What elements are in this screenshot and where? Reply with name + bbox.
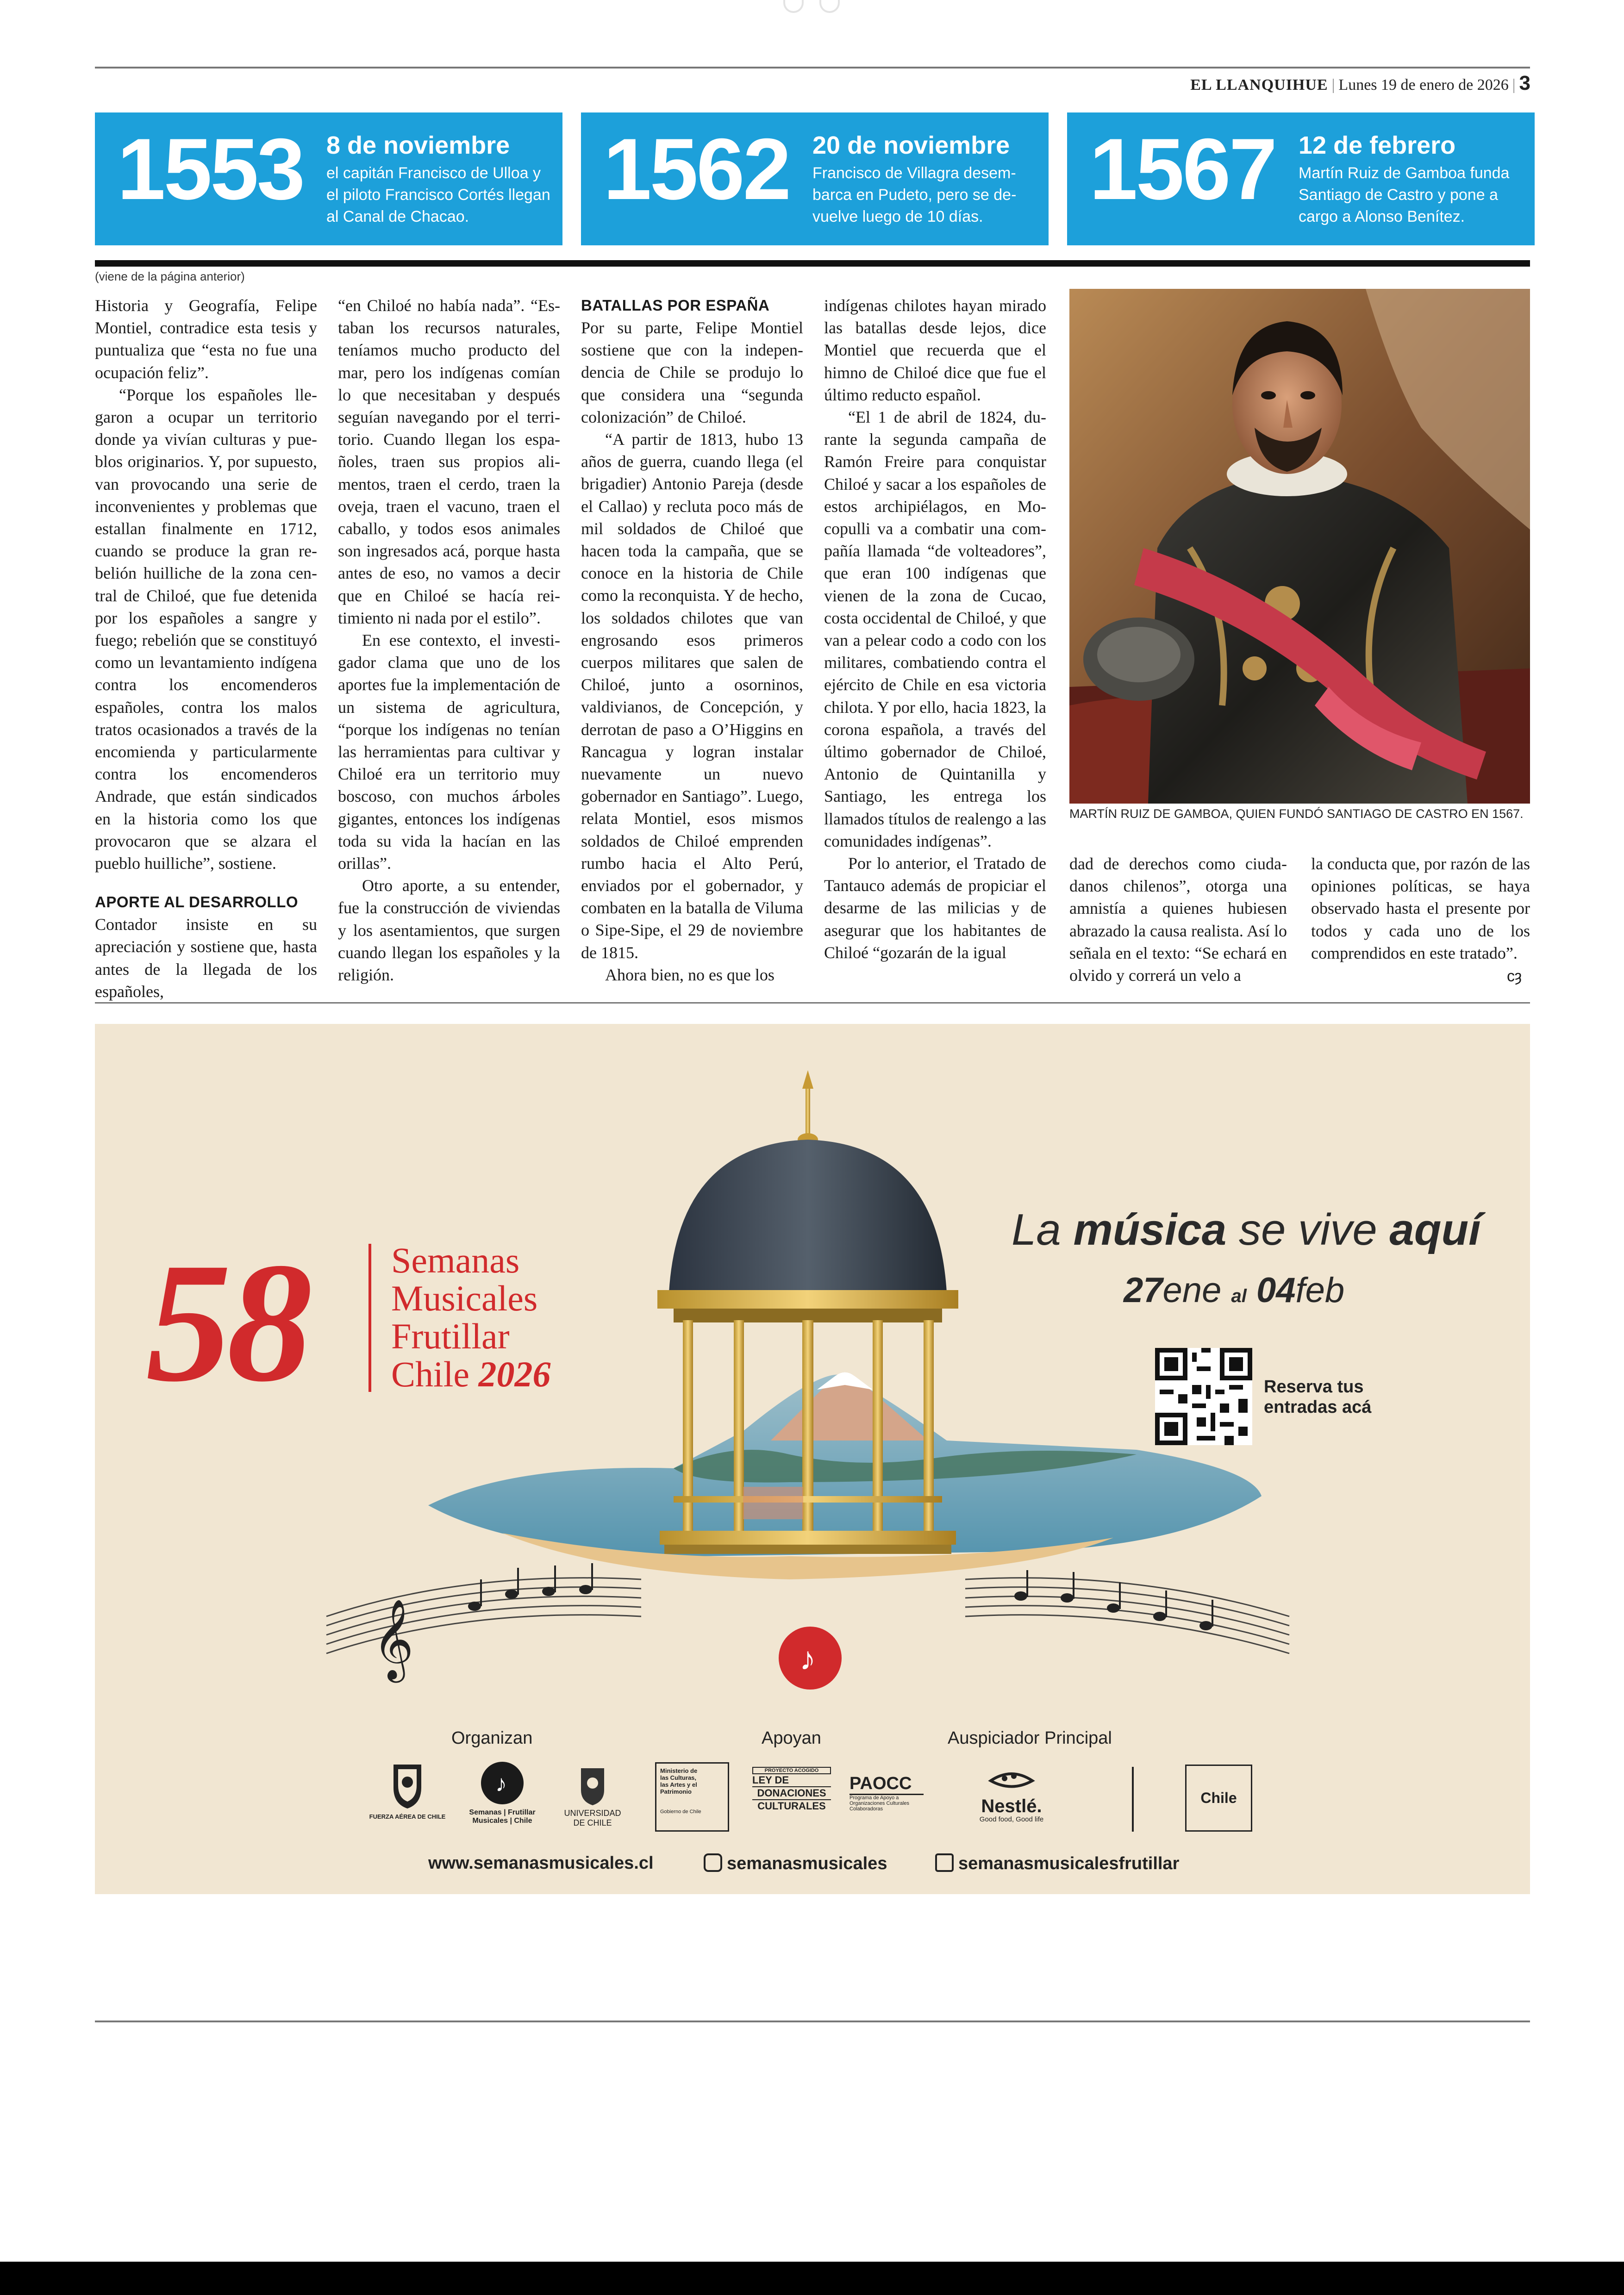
logo-text: PROYECTO ACOGIDO	[752, 1767, 831, 1774]
logo-text: Good food, Good life	[979, 1815, 1044, 1823]
timeline-box-1562	[581, 112, 1049, 245]
slogan-word: La	[1012, 1205, 1061, 1254]
brand-line: Semanas	[391, 1240, 520, 1280]
paragraph: Por lo anterior, el Tratado de Tantauco además de propiciar el desarme de las milicias y de asegurar que los habitantes de Chiloé “gozarán de la igual	[824, 854, 1046, 962]
paocc-logo[interactable]	[849, 1774, 924, 1812]
logo-text: las Artes y el	[660, 1781, 697, 1788]
svg-text:𝄞: 𝄞	[373, 1599, 414, 1679]
universidad-de-chile-logo[interactable]	[553, 1765, 632, 1828]
svg-text:♪: ♪	[495, 1771, 507, 1796]
qr-pattern	[1155, 1348, 1252, 1445]
date-start-month: ene	[1162, 1271, 1222, 1310]
paragraph: “A partir de 1813, hubo 13 años de guerra, cuando llega (el brigadier) Antonio Pareja (desde el Callao) y recluta poco más de mil soldados de Chiloé que hacen toda la campaña, que se conoce en la historia de Chile como la reconquista. Y de hecho, los soldados chilotes que van engrosando esos primeros cuerpos militares que salen de Chiloé, junto a osorninos, valdivianos, de Concepción, y derrotan de paso a O’Higgins en Rancagua y logran instalar nuevamente un nuevo gobernador en Santiago”. Luego, relata Montiel, esos mismos soldados de Chiloé emprenden rumbo hacia el Alto Perú, enviados por el gobernador, y combaten en la batalla de Viluma o Sipe-Sipe, el 29 de noviembre de 1815.	[581, 430, 803, 962]
instagram-link[interactable]	[704, 1853, 887, 1874]
subheading-aporte: APORTE AL DESARROLLO	[95, 893, 299, 911]
timeline-date: 12 de febrero	[1299, 131, 1456, 159]
ad-slogan	[1012, 1204, 1481, 1255]
date-end-day: 04	[1256, 1271, 1296, 1310]
paragraph: dad de derechos como ciudadanos chilenos”, otorga una amnistía a quienes hubiesen abrazado la causa realista. Así lo señala en el texto: “Se echará en olvido y correrá un velo a	[1069, 854, 1287, 985]
facebook-icon	[935, 1853, 954, 1872]
logo-text: Musicales | Chile	[472, 1817, 532, 1825]
qr-instructions	[1264, 1377, 1371, 1417]
slogan-word: música	[1073, 1205, 1227, 1254]
instagram-handle: semanasmusicales	[727, 1854, 887, 1873]
logo-text: DE CHILE	[573, 1818, 612, 1827]
portrait-photo	[1069, 289, 1530, 804]
logo-text: Programa de Apoyo a	[849, 1795, 899, 1801]
timeline-year: 1562	[603, 120, 790, 218]
photo-caption: MARTÍN RUIZ DE GAMBOA, QUIEN FUNDÓ SANTIAGO DE CASTRO EN 1567.	[1069, 807, 1524, 821]
logo-text: Patrimonio	[660, 1788, 692, 1795]
facebook-link[interactable]	[935, 1853, 1179, 1874]
logo-text: CULTURALES	[752, 1799, 831, 1812]
marca-chile-logo[interactable]	[1185, 1765, 1252, 1832]
subheading-batallas: BATALLAS POR ESPAÑA	[581, 297, 770, 314]
brand-divider	[369, 1244, 371, 1392]
paragraph: “El 1 de abril de 1824, durante la segunda campaña de Ramón Freire para conquistar Chiloé y sacar a los españoles de estos archipiélagos, en Mocopulli va a combatir una compañía llamada “de volteadores”, que eran 100 indígenas que vienen de la zona de Cucao, costa occidental de Chiloé, y que van a pelear codo a codo con los militares, combatiendo contra el ejército de Chile en esa victoria chilota. Y por ello, hacia 1823, la corona española, a través del último gobernador de Chiloé, Antonio de Quintanilla y Santiago, les entrega los llamados títulos de realengo a las comunidades indígenas”.	[824, 408, 1046, 850]
article-column-4	[824, 294, 1046, 964]
logo-text: Gobierno de Chile	[660, 1809, 701, 1815]
continued-note: (viene de la página anterior)	[95, 269, 245, 283]
svg-text:♪: ♪	[800, 1641, 816, 1677]
brand-country: Chile	[391, 1354, 469, 1394]
top-rule	[95, 67, 1530, 69]
label-organizan: Organizan	[451, 1728, 533, 1748]
portrait-illustration	[1069, 289, 1530, 804]
edition-number: 58	[146, 1228, 308, 1417]
paragraph: indígenas chilotes hayan mirado las batallas desde lejos, dice Montiel que recuerda que el himno de Chiloé dice que fue el último reducto español.	[824, 296, 1046, 404]
article-column-5	[1069, 853, 1287, 986]
logo-text: LEY DE	[752, 1774, 789, 1786]
newspaper-name: EL LLANQUIHUE	[1190, 76, 1328, 94]
advertisement-banner[interactable]	[95, 1024, 1530, 1894]
end-mark: ᴄȝ	[1507, 967, 1522, 985]
slogan-word: aquí	[1389, 1205, 1481, 1254]
instagram-icon	[704, 1853, 722, 1872]
prev-page-indicator[interactable]	[783, 0, 804, 13]
logo-text: UNIVERSIDAD	[564, 1809, 621, 1818]
music-note-icon	[479, 1760, 525, 1806]
paragraph: Otro aporte, a su entender, fue la construcción de viviendas y los asentamientos, que surgen cuando llegan los españoles y la religión.	[338, 876, 560, 985]
fach-logo[interactable]	[366, 1760, 449, 1820]
qr-code-icon[interactable]	[1155, 1348, 1252, 1445]
paragraph: Historia y Geografía, Felipe Montiel, contradice esta tesis y puntualiza que “esta no fue una ocupación feliz”.	[95, 296, 317, 382]
logo-text: Ministerio de	[660, 1767, 698, 1774]
article-bottom-rule	[95, 1002, 1530, 1004]
logo-text: PAOCC	[849, 1774, 924, 1795]
article-column-3	[581, 294, 803, 986]
logo-text: Colaboradoras	[849, 1806, 883, 1812]
article-column-6	[1311, 853, 1530, 964]
qr-text-line: Reserva tus	[1264, 1377, 1364, 1397]
semanas-musicales-logo[interactable]	[456, 1760, 549, 1825]
timeline-text: el capitán Francisco de Ulloa y el piloto Francisco Cortés llegan al Canal de Chacao.	[326, 164, 550, 225]
logo-text: Organizaciones Culturales	[849, 1801, 910, 1806]
date-end-month: feb	[1295, 1271, 1345, 1310]
brand-line	[391, 1355, 551, 1393]
timeline-year: 1567	[1089, 120, 1276, 218]
nestle-logo[interactable]	[965, 1762, 1058, 1823]
label-apoyan: Apoyan	[762, 1728, 821, 1748]
date-start-day: 27	[1124, 1271, 1163, 1310]
timeline-date: 8 de noviembre	[326, 131, 510, 159]
section-divider	[95, 260, 1530, 267]
paragraph: “Porque los españoles llegaron a ocupar un territorio donde ya vivían culturas y pueblos originarios. Y, por supuesto, van provocando una serie de inconvenientes y problemas que estallan finalmente en 1712, cuando se produce la gran rebelión huilliche de la zona central de Chiloé, que fue detenida por los españoles a sangre y fuego; rebelión que se constituyó como un levantamiento indígena contra los encomenderos españoles, contra los malos tratos ocasionados a través de la encomienda y particularmente contra los encomenderos Andrade, que están sindicados en la historia como los que provocaron que se alzara el pueblo huilliche”, sostiene.	[95, 385, 317, 873]
festival-brand	[391, 1241, 551, 1393]
paragraph: Ahora bien, no es que los	[605, 965, 775, 984]
timeline-box-1553	[95, 112, 562, 245]
paragraph: la conducta que, por razón de las opiniones políticas, se haya observado hasta el presente por todos y cada uno de los comprendidos en este tratado”.	[1311, 854, 1530, 962]
article-column-2	[338, 294, 560, 986]
bottom-bar	[0, 2262, 1624, 2295]
next-page-indicator[interactable]	[819, 0, 840, 13]
timeline-date: 20 de noviembre	[812, 131, 1010, 159]
logo-text: Nestlé.	[981, 1796, 1042, 1816]
issue-date: Lunes 19 de enero de 2026	[1338, 76, 1509, 94]
paragraph: Por su parte, Felipe Montiel sostiene que con la independencia de Chile se produjo lo que considera una “segunda colonización” de Chiloé.	[581, 318, 803, 426]
brand-line: Frutillar	[391, 1316, 510, 1356]
logo-text: las Culturas,	[660, 1774, 697, 1781]
slogan-word: se vive	[1238, 1205, 1377, 1254]
ley-donaciones-logo[interactable]	[752, 1767, 831, 1812]
paragraph: Contador insiste en su apreciación y sostiene que, hasta antes de la llegada de los españoles,	[95, 915, 317, 1001]
timeline-text: Francisco de Villagra desembarca en Pudeto, pero se devuelve luego de 10 días.	[812, 164, 1017, 225]
ministerio-culturas-logo[interactable]	[655, 1762, 729, 1832]
shield-icon	[391, 1760, 424, 1811]
nest-icon	[986, 1762, 1037, 1795]
ad-illustration	[95, 1024, 1530, 1894]
timeline-text: Martín Ruiz de Gamboa funda Santiago de Castro y pone a cargo a Alonso Benítez.	[1299, 164, 1510, 225]
logo-text: DONACIONES	[752, 1786, 831, 1799]
sponsor-divider	[1132, 1767, 1134, 1832]
bottom-rule	[95, 2021, 1530, 2022]
timeline-year: 1553	[117, 120, 304, 218]
festival-dates	[1124, 1270, 1344, 1310]
qr-text-line: entradas acá	[1264, 1397, 1372, 1417]
label-auspiciador: Auspiciador Principal	[948, 1728, 1112, 1748]
facebook-handle: semanasmusicalesfrutillar	[958, 1854, 1180, 1873]
masthead: EL LLANQUIHUE | Lunes 19 de enero de 2026 | 3	[1190, 72, 1530, 94]
date-connector: al	[1231, 1286, 1247, 1306]
logo-text: Chile	[1200, 1790, 1237, 1806]
paragraph: “en Chiloé no había nada”. “Estaban los recursos naturales, teníamos mucho producto del mar, pero los indígenas comían lo que necesitaban y después seguían navegando por el territorio. Cuando llegan los españoles, traen sus propios alimentos, traen el cerdo, traen la oveja, traen el vacuno, traen el caballo, y todos esos animales son ingresados acá, porque hasta antes de eso, no vamos a decir que en Chiloé se hacía reitimiento ni nada por el estilo”.	[338, 296, 560, 627]
crest-icon	[579, 1765, 606, 1806]
logo-text: Semanas | Frutillar	[469, 1809, 536, 1816]
article-column-1	[95, 294, 317, 1003]
paragraph: En ese contexto, el investigador clama que uno de los aportes fue la implementación de un sistema de agricultura, “porque los indígenas no tenían las herramientas para cultivar y Chiloé era un territorio muy boscoso, con muchos árboles gigantes, entonces los indígenas toda su vida la hacían en las orillas”.	[338, 631, 560, 873]
brand-year: 2026	[478, 1354, 551, 1394]
website-link[interactable]: www.semanasmusicales.cl	[428, 1853, 654, 1873]
fach-text: FUERZA AÉREA DE CHILE	[369, 1813, 446, 1820]
brand-line: Musicales	[391, 1278, 538, 1318]
page-number: 3	[1519, 72, 1530, 94]
timeline-box-1567	[1067, 112, 1535, 245]
